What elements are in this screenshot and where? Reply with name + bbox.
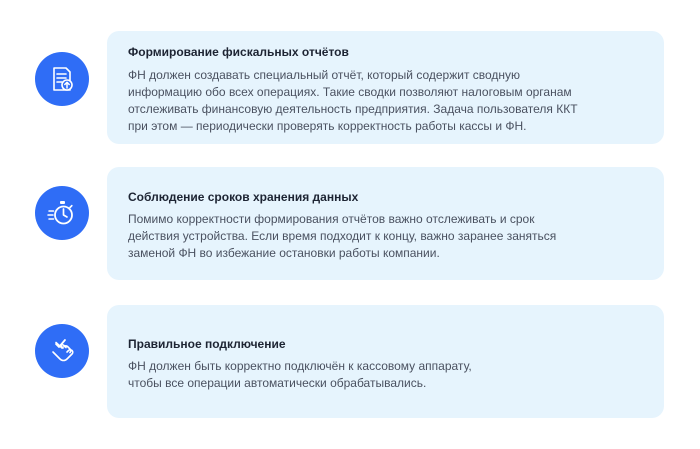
card-title: Правильное подключение bbox=[128, 337, 286, 351]
report-upload-icon bbox=[35, 52, 89, 106]
info-card-data-retention bbox=[107, 167, 664, 280]
card-text-line: ФН должен быть корректно подключён к кассовому аппарату, bbox=[128, 359, 472, 373]
card-text-line: информацию обо всех операциях. Такие сводки позволяют налоговым органам bbox=[128, 85, 572, 99]
card-text-line: отслеживать финансовую деятельность предприятия. Задача пользователя ККТ bbox=[128, 102, 578, 116]
card-text-line: ФН должен создавать специальный отчёт, который содержит сводную bbox=[128, 68, 521, 82]
card-text-line: действия устройства. Если время подходит к концу, важно заранее заняться bbox=[128, 229, 557, 243]
card-text-line: Помимо корректности формирования отчётов важно отслеживать и срок bbox=[128, 212, 535, 226]
card-title: Формирование фискальных отчётов bbox=[128, 45, 349, 59]
info-card-fiscal-reports bbox=[107, 31, 664, 144]
card-text-line: при этом — периодически проверять корректность работы кассы и ФН. bbox=[128, 119, 527, 133]
info-card-correct-connection bbox=[107, 305, 664, 418]
hand-check-icon bbox=[35, 324, 89, 378]
stopwatch-icon bbox=[35, 186, 89, 240]
card-text-line: заменой ФН во избежание остановки работы компании. bbox=[128, 246, 440, 260]
card-text-line: чтобы все операции автоматически обрабатывались. bbox=[128, 376, 427, 390]
card-title: Соблюдение сроков хранения данных bbox=[128, 190, 359, 204]
